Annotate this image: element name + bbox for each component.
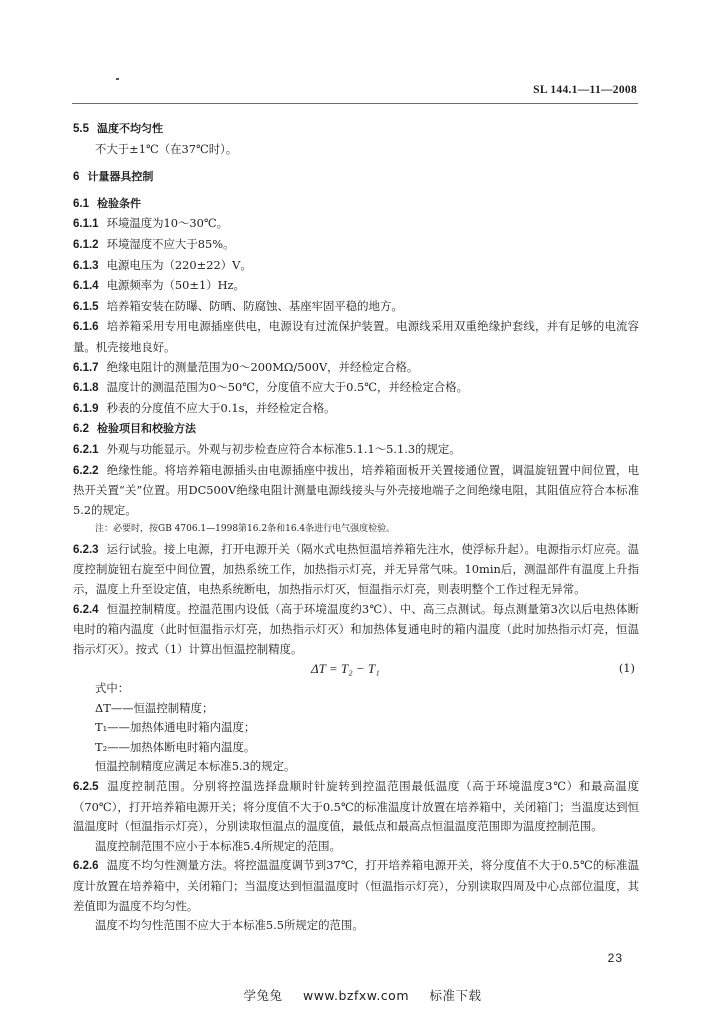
clause-6-1-8 — [73, 378, 639, 399]
footer-site-name: 学兔兔 — [243, 988, 283, 1003]
clause-text: 温度控制范围。分别将控温选择盘顺时针旋转到控温范围最低温度（高于环境温度3℃）和最高温度（70℃），打开培养箱电源开关；将分度值不大于0.5℃的标准温度计放置在培养箱中，关闭箱门；当温度达到恒温温度时（恒温指示灯亮），分别读取恒温点的温度值，最低点和最高点恒温温度范围即为温度控制范围。 — [73, 779, 639, 834]
where-label: 式中： — [95, 681, 130, 696]
clause-text: 电源电压为（220±22）V。 — [106, 257, 252, 272]
clause-text: 秒表的分度值不应大于0.1s，并经检定合格。 — [106, 400, 336, 415]
section-5-5-body: 不大于±1℃（在37℃时）。 — [95, 141, 238, 156]
clause-number: 6.1.3 — [73, 259, 99, 272]
note-6-2-2: 注：必要时，按GB 4706.1—1998第16.2条和16.4条进行电气强度检验。 — [95, 524, 396, 535]
section-number: 5.5 — [73, 123, 89, 135]
clause-6-2-5 — [73, 777, 639, 837]
definition-t1: T₁——加热体通电时箱内温度； — [95, 720, 256, 735]
clause-number: 6.1.7 — [73, 361, 99, 374]
clause-text: 环境温度为10～30℃。 — [106, 216, 229, 231]
clause-6-2-1 — [73, 440, 639, 461]
section-number: 6.1 — [73, 197, 89, 210]
section-title: 检验项目和校验方法 — [97, 422, 196, 436]
clause-number: 6.1.8 — [73, 382, 99, 395]
scan-speck — [116, 78, 119, 80]
section-6-1-heading — [73, 194, 639, 215]
standard-code-header: SL 144.1—11—2008 — [533, 84, 637, 96]
clause-text: 培养箱采用专用电源插座供电，电源设有过流保护装置。电源线采用双重绝缘护套线，并有足够的电流容量。机壳接地良好。 — [73, 319, 639, 354]
clause-6-1-6 — [73, 317, 639, 357]
clause-number: 6.2.5 — [73, 781, 99, 793]
clause-6-2-6 — [73, 856, 639, 916]
clause-6-1-7 — [73, 358, 639, 379]
clause-6-2-4 — [73, 600, 639, 660]
section-title: 检验条件 — [97, 196, 141, 210]
clause-number: 6.1.9 — [73, 402, 99, 415]
clause-6-1-5 — [73, 297, 639, 318]
clause-text: 电源频率为（50±1）Hz。 — [106, 278, 245, 293]
clause-number: 6.2.6 — [73, 860, 99, 873]
clause-6-1-1 — [73, 214, 639, 235]
clause-text: 环境湿度不应大于85%。 — [106, 236, 235, 251]
header-divider — [72, 103, 638, 104]
clause-6-2-5-requirement: 温度控制范围不应小于本标准5.4所规定的范围。 — [95, 838, 341, 853]
page-number: 23 — [607, 951, 623, 965]
formula-expression: ΔT = T₂ − T₁ — [311, 661, 380, 677]
clause-6-1-9 — [73, 399, 639, 420]
clause-number: 6.2.3 — [73, 543, 99, 556]
clause-6-2-4-requirement: 恒温控制精度应满足本标准5.3的规定。 — [95, 759, 296, 774]
section-6-1-items — [73, 214, 639, 419]
clause-6-1-3 — [73, 256, 639, 277]
section-6-heading — [73, 167, 639, 188]
clause-number: 6.2.4 — [73, 603, 99, 616]
clause-number: 6.1.6 — [73, 321, 99, 334]
clause-number: 6.1.2 — [73, 238, 99, 251]
clause-number: 6.2.2 — [73, 464, 99, 477]
clause-text: 绝缘性能。将培养箱电源插头由电源插座中拔出，培养箱面板开关置接通位置，调温旋钮置中间位置，电热开关置“关”位置。用DC500V绝缘电阻计测量电源线接头与外壳接地端子之间绝缘电阻，其阻值应符合本标准5.2的规定。 — [73, 462, 639, 517]
clause-6-1-2 — [73, 235, 639, 256]
clause-text: 外观与功能显示。外观与初步检查应符合本标准5.1.1～5.1.3的规定。 — [106, 441, 461, 456]
clause-text: 运行试验。接上电源，打开电源开关（隔水式电热恒温培养箱先注水，使浮标升起）。电源指示灯应亮。温度控制旋钮右旋至中间位置，加热系统工作，加热指示灯亮，并无异常气味。10min后，测温部件有温度上升指示，温度上升至设定值，电热系统断电，加热指示灯灭，恒温指示灯亮，则表明整个工作过程无异常。 — [73, 541, 639, 597]
clause-number: 6.2.1 — [73, 443, 99, 456]
clause-text: 温度不均匀性测量方法。将控温温度调节到37℃，打开培养箱电源开关，将分度值不大于0.5℃的标准温度计放置在培养箱中，关闭箱门；当温度达到恒温温度时（恒温指示灯亮），分别读取四周及中心点部位温度，其差值即为温度不均匀性。 — [73, 858, 639, 913]
section-5-5-heading — [73, 119, 639, 140]
definition-delta-t: ΔT——恒温控制精度； — [95, 700, 214, 715]
section-number: 6 — [73, 171, 80, 184]
clause-text: 温度计的测温范围为0～50℃，分度值不应大于0.5℃，并经检定合格。 — [106, 380, 469, 395]
definition-t2: T₂——加热体断电时箱内温度。 — [95, 739, 256, 754]
clause-text: 培养箱安装在防曝、防晒、防腐蚀、基座牢固平稳的地方。 — [106, 298, 403, 313]
section-title: 计量器具控制 — [87, 170, 154, 184]
clause-6-2-2 — [73, 461, 639, 521]
footer-watermark — [0, 986, 725, 1004]
section-number: 6.2 — [73, 423, 89, 436]
clause-text: 绝缘电阻计的测量范围为0～200MΩ/500V，并经检定合格。 — [106, 359, 419, 374]
clause-6-2-3 — [73, 540, 639, 600]
clause-number: 6.1.5 — [73, 300, 99, 313]
clause-text: 恒温控制精度。控温范围内设低（高于环境温度约3℃）、中、高三点测试。每点测量第3次以后电热体断电时的箱内温度（此时恒温指示灯亮，加热指示灯灭）和加热体复通电时的箱内温度（此时加热指示灯亮，恒温指示灯灭）。按式（1）计算出恒温控制精度。 — [73, 601, 639, 656]
section-title: 温度不均匀性 — [97, 122, 163, 135]
formula-number: (1) — [618, 661, 635, 676]
footer-url[interactable]: www.bzfxw.com — [302, 988, 410, 1003]
document-body — [73, 119, 639, 936]
footer-tagline: 标准下载 — [429, 988, 482, 1003]
clause-number: 6.1.1 — [73, 218, 99, 231]
section-6-2-heading — [73, 419, 639, 440]
clause-6-2-6-requirement: 温度不均匀性范围不应大于本标准5.5所规定的范围。 — [95, 918, 364, 933]
clause-6-1-4 — [73, 276, 639, 297]
clause-number: 6.1.4 — [73, 280, 99, 293]
formula-1 — [73, 659, 639, 679]
